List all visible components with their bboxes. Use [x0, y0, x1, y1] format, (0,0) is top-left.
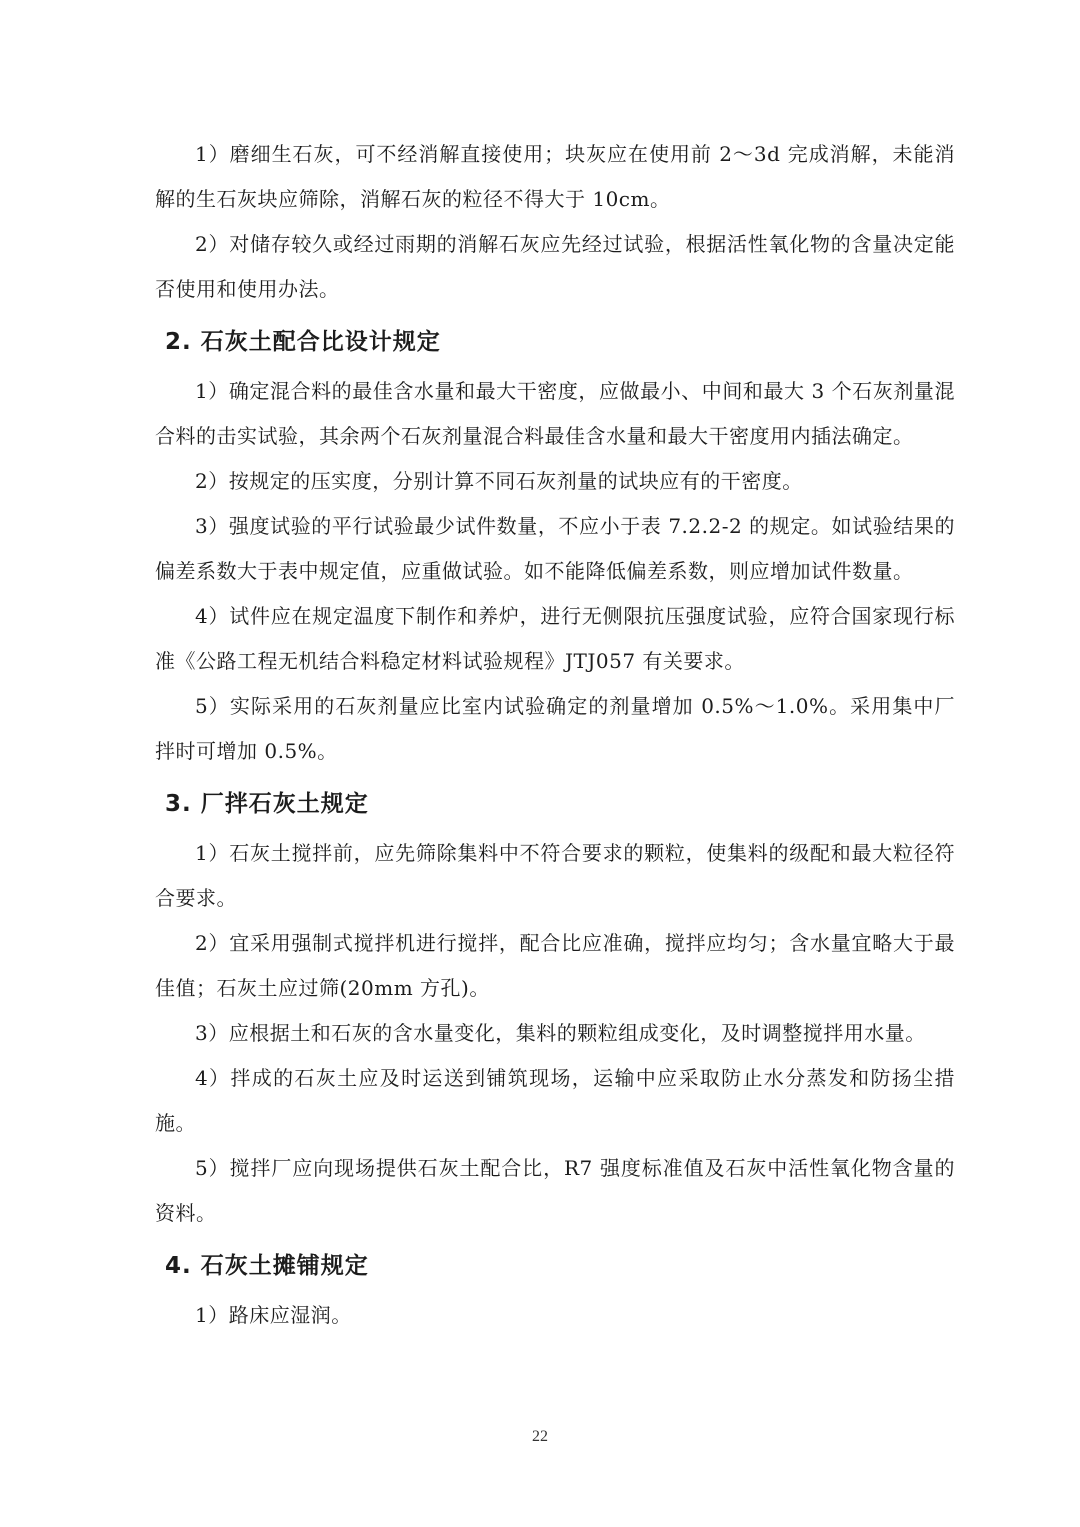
paragraph: 5）实际采用的石灰剂量应比室内试验确定的剂量增加 0.5%～1.0%。采用集中厂拌时可增加 0.5%。 — [155, 694, 955, 763]
paragraph: 2）对储存较久或经过雨期的消解石灰应先经过试验，根据活性氧化物的含量决定能否使用和使用办法。 — [155, 232, 955, 301]
section-heading: 2. 石灰土配合比设计规定 — [165, 329, 441, 355]
paragraph: 5）搅拌厂应向现场提供石灰土配合比，R7 强度标准值及石灰中活性氧化物含量的资料。 — [155, 1156, 955, 1225]
section-heading: 3. 厂拌石灰土规定 — [165, 791, 369, 817]
paragraph: 3）应根据土和石灰的含水量变化，集料的颗粒组成变化，及时调整搅拌用水量。 — [195, 1021, 926, 1045]
page-number: 22 — [532, 1428, 548, 1445]
section-heading: 4. 石灰土摊铺规定 — [165, 1253, 369, 1279]
paragraph: 1）磨细生石灰，可不经消解直接使用；块灰应在使用前 2～3d 完成消解，未能消解的生石灰块应筛除，消解石灰的粒径不得大于 10cm。 — [155, 142, 955, 211]
paragraph: 1）确定混合料的最佳含水量和最大干密度，应做最小、中间和最大 3 个石灰剂量混合料的击实试验，其余两个石灰剂量混合料最佳含水量和最大干密度用内插法确定。 — [155, 379, 955, 448]
paragraph: 1）路床应湿润。 — [195, 1303, 352, 1327]
paragraph: 1）石灰土搅拌前，应先筛除集料中不符合要求的颗粒，使集料的级配和最大粒径符合要求。 — [155, 841, 955, 910]
paragraph: 4）试件应在规定温度下制作和养炉，进行无侧限抗压强度试验，应符合国家现行标准《公路工程无机结合料稳定材料试验规程》JTJ057 有关要求。 — [155, 604, 955, 673]
paragraph: 2）宜采用强制式搅拌机进行搅拌，配合比应准确，搅拌应均匀；含水量宜略大于最佳值；石灰土应过筛(20mm 方孔)。 — [155, 931, 955, 1000]
paragraph: 3）强度试验的平行试验最少试件数量，不应小于表 7.2.2-2 的规定。如试验结果的偏差系数大于表中规定值，应重做试验。如不能降低偏差系数，则应增加试件数量。 — [155, 514, 955, 583]
paragraph: 4）拌成的石灰土应及时运送到铺筑现场，运输中应采取防止水分蒸发和防扬尘措施。 — [155, 1066, 955, 1135]
page-body — [155, 132, 955, 1338]
paragraph: 2）按规定的压实度，分别计算不同石灰剂量的试块应有的干密度。 — [195, 469, 803, 493]
